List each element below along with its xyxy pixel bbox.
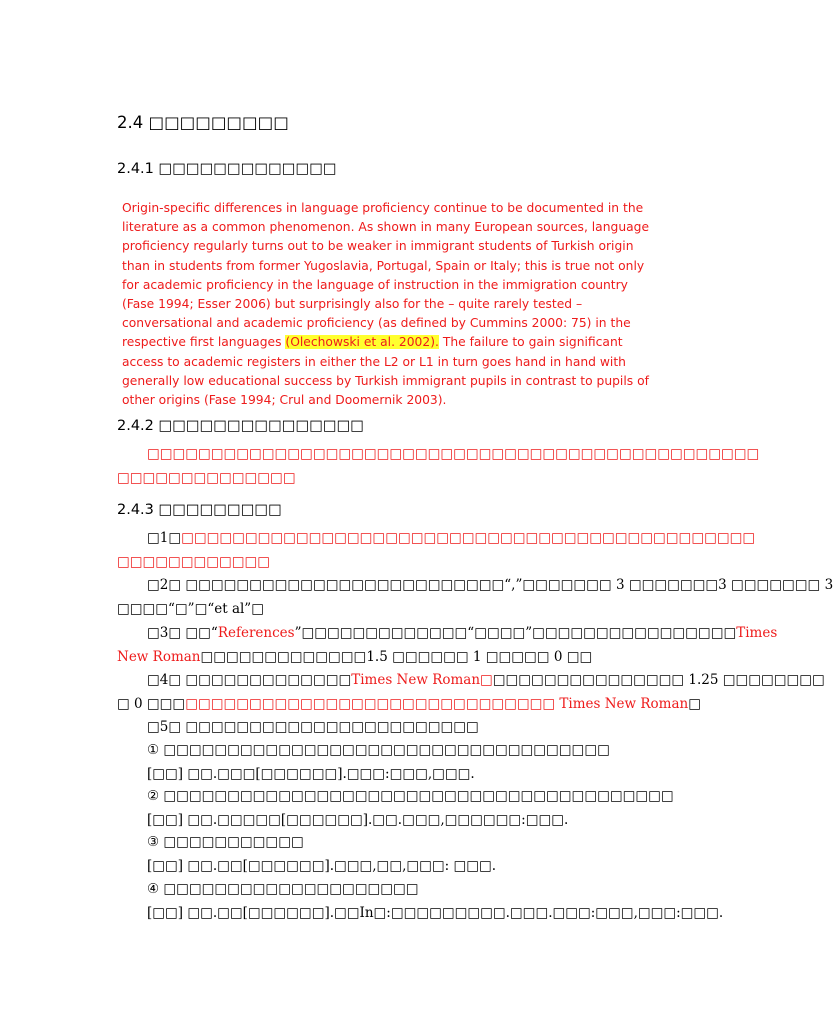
red-paragraph-line-2: □□□□□□□□□□□□□□ bbox=[117, 470, 296, 486]
rule-text: □□□□□□□□□□□□□□□ 1.25 □□□□□□□□ bbox=[492, 672, 825, 688]
quote-text: Origin-specific differences in language proficiency continue to be documented in the literature as a common phenomenon. As shown in many European sources, language proficiency regularly turns out to be weaker in immigrant students of Turkish origin than in students from former Yugoslavia, Portugal, Spain or Italy; this is true not only for academic proficiency in the language of instruction in the immigration country (Fase 1994; Esser 2006) but surprisingly also for the – quite rarely tested – conversational and academic proficiency (as defined by Cummins 2000: 75) in the respective first languages bbox=[122, 201, 650, 350]
rule-text: □ 0 □□□ bbox=[117, 696, 186, 712]
example-3-format: [□□] □□.□□[□□□□□□].□□□,□□,□□□: □□□. bbox=[147, 858, 497, 874]
font-name: Times bbox=[736, 625, 778, 641]
rule-text-red: □□□□□□□□□□□□□□□□□□□□□□□□□□□□□ Times New Roman bbox=[185, 696, 689, 712]
rule-text-red: □□□□□□□□□□□□□□□□□□□□□□□□□□□□□□□□□□□□□□□□□□□□□ bbox=[181, 530, 756, 546]
subsection-heading-2-4-2: 2.4.2 □□□□□□□□□□□□□□□ bbox=[117, 418, 365, 434]
example-1-format: [□□] □□.□□□[□□□□□□].□□□:□□□,□□□. bbox=[147, 766, 475, 782]
subsection-heading-2-4-3: 2.4.3 □□□□□□□□□ bbox=[117, 502, 282, 518]
example-1-description: ① □□□□□□□□□□□□□□□□□□□□□□□□□□□□□□□□□□□ bbox=[147, 742, 610, 758]
rule-text: □3□ □□“ bbox=[147, 625, 218, 641]
rule-item-5: □5□ □□□□□□□□□□□□□□□□□□□□□□□ bbox=[147, 719, 479, 735]
example-2-format: [□□] □□.□□□□□[□□□□□□].□□.□□□,□□□□□□:□□□. bbox=[147, 812, 569, 828]
example-3-description: ③ □□□□□□□□□□□ bbox=[147, 834, 304, 850]
example-4-description: ④ □□□□□□□□□□□□□□□□□□□□ bbox=[147, 881, 419, 897]
rule-item-1-line-1 bbox=[147, 530, 756, 546]
rule-item-3-line-2 bbox=[117, 649, 658, 665]
rule-item-2-line-2: □□□□“□”□“et al”□ bbox=[117, 601, 264, 617]
rule-item-1-line-2: □□□□□□□□□□□□ bbox=[117, 554, 271, 570]
rule-text: □□□□□□□□□□□□□1.5 □□□□□□ 1 □□□□□ 0 □□ bbox=[200, 649, 593, 665]
red-paragraph-line-1: □□□□□□□□□□□□□□□□□□□□□□□□□□□□□□□□□□□□□□□□□□□□□□□□ bbox=[147, 446, 760, 462]
example-2-description: ② □□□□□□□□□□□□□□□□□□□□□□□□□□□□□□□□□□□□□□□□ bbox=[147, 788, 674, 804]
highlighted-citation: (Olechowski et al. 2002). bbox=[285, 335, 439, 350]
section-heading: 2.4 □□□□□□□□□ bbox=[117, 113, 289, 132]
rule-item-4-line-1 bbox=[147, 672, 825, 688]
rule-item-2-line-1: □2□ □□□□□□□□□□□□□□□□□□□□□□□□□“,”□□□□□□□ 3 □□□□□□□3 □□□□□□□ 3 bbox=[147, 577, 833, 593]
rule-number: □1□ bbox=[147, 530, 182, 546]
english-quote-paragraph bbox=[122, 199, 650, 410]
rule-text: □ bbox=[688, 696, 701, 712]
references-label: References bbox=[217, 625, 295, 641]
rule-item-3-line-1 bbox=[147, 625, 778, 641]
example-4-format: [□□] □□.□□[□□□□□□].□□In□:□□□□□□□□□.□□□.□□□:□□□,□□□:□□□. bbox=[147, 905, 724, 921]
font-name: New Roman bbox=[117, 649, 201, 665]
subsection-heading-2-4-1: 2.4.1 □□□□□□□□□□□□□ bbox=[117, 161, 337, 177]
rule-item-4-line-2 bbox=[117, 696, 701, 712]
font-name: Times New Roman□ bbox=[351, 672, 493, 688]
rule-text: ”□□□□□□□□□□□□□“□□□□”□□□□□□□□□□□□□□□□ bbox=[294, 625, 737, 641]
rule-text: □4□ □□□□□□□□□□□□□ bbox=[147, 672, 352, 688]
quote-text-continued: The failure to gain significant access to academic registers in either the L2 or L1 in turn goes hand in hand with generally low educational success by Turkish immigrant pupils in contrast to pupils of other origins (Fase 1994; Crul and Doomernik 2003). bbox=[122, 335, 649, 408]
